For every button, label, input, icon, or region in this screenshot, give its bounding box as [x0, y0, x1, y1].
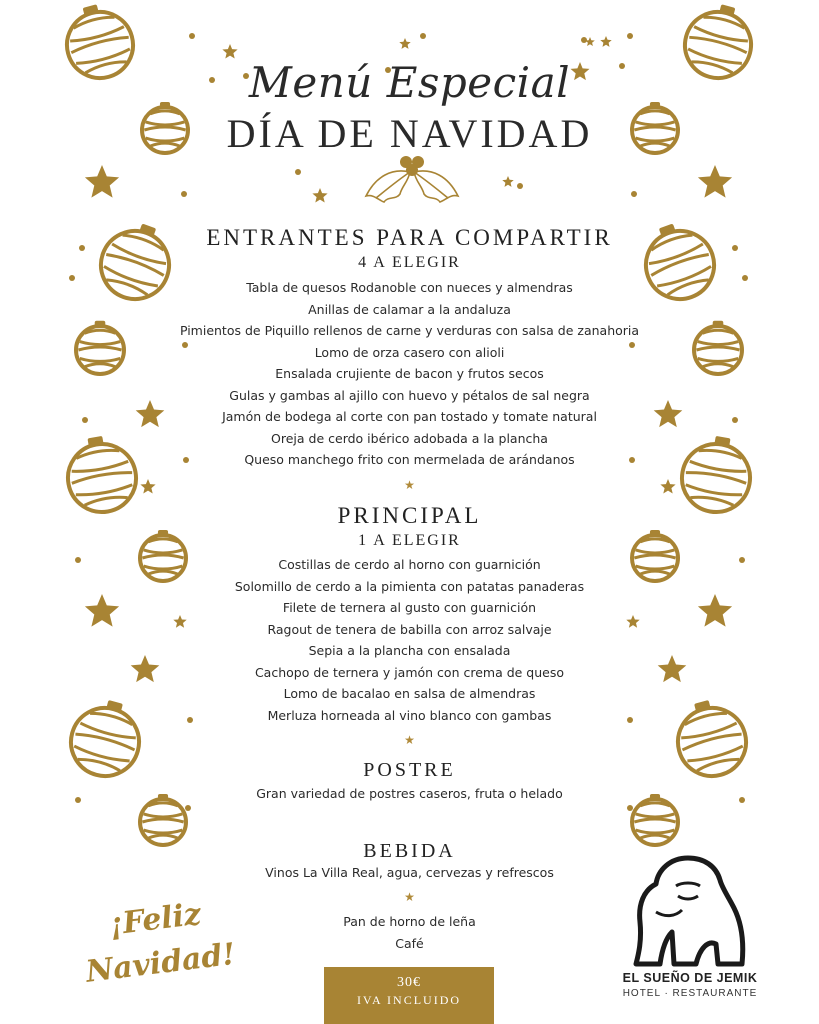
dot-decoration [420, 33, 426, 39]
postre-title: POSTRE [363, 759, 456, 781]
menu-item: Pimientos de Piquillo rellenos de carne y verduras con salsa de zanahoria [179, 323, 640, 338]
menu-item: Gulas y gambas al ajillo con huevo y pétalos de sal negra [229, 387, 590, 403]
star-icon [585, 37, 595, 46]
dot-decoration [189, 33, 195, 39]
menu-item: Filete de ternera al gusto con guarnición [282, 600, 537, 615]
brand-name: EL SUEÑO DE JEMIK [622, 971, 758, 985]
extra-item: Café [395, 935, 424, 951]
entrantes-list [0, 277, 819, 471]
brand-subtitle: HOTEL · RESTAURANTE [622, 988, 758, 999]
entrantes-subtitle: 4 A ELEGIR [358, 254, 461, 271]
menu-item: Lomo de bacalao en salsa de almendras [283, 686, 536, 701]
price-box [324, 967, 494, 1024]
star-icon [502, 176, 513, 187]
principal-list [0, 554, 819, 726]
dot-decoration [295, 169, 301, 175]
gorilla-logo-icon [630, 852, 750, 970]
dot-decoration [517, 183, 523, 189]
menu-item: Lomo de orza casero con alioli [314, 344, 505, 360]
menu-item: Queso manchego frito con mermelada de arándanos [244, 452, 575, 467]
star-icon [312, 188, 327, 203]
menu-item: Oreja de cerdo ibérico adobada a la plancha [271, 430, 548, 446]
entrantes-title: ENTRANTES PARA COMPARTIR [206, 225, 613, 250]
star-icon [698, 165, 732, 198]
star-icon [222, 44, 237, 59]
dot-decoration [627, 33, 633, 39]
menu-item: Tabla de quesos Rodanoble con nueces y almendras [246, 280, 573, 295]
menu-item: Ensalada crujiente de bacon y frutos secos [275, 366, 544, 381]
title-script: Menú Especial [248, 58, 571, 107]
dot-decoration [185, 805, 191, 811]
price-note: IVA INCLUIDO [356, 993, 462, 1007]
dot-decoration [627, 805, 633, 811]
holly-icon [362, 150, 462, 212]
dot-decoration [581, 37, 587, 43]
dot-decoration [631, 191, 637, 197]
star-separator-icon: ★ [404, 890, 415, 904]
menu-item: Merluza horneada al vino blanco con gambas [267, 707, 552, 723]
greeting-line-2: Navidad! [83, 936, 238, 990]
star-icon [85, 165, 119, 198]
star-separator-icon: ★ [404, 733, 415, 747]
menu-item: Costillas de cerdo al horno con guarnición [278, 557, 541, 572]
menu-item: Anillas de calamar a la andaluza [308, 301, 511, 317]
price-amount: 30€ [397, 975, 421, 990]
extra-item: Pan de horno de leña [343, 914, 476, 929]
postre-text: Gran variedad de postres caseros, fruta o helado [256, 786, 563, 801]
star-icon [600, 36, 611, 47]
menu-item: Solomillo de cerdo a la pimienta con patatas panaderas [234, 578, 585, 594]
page-title: DÍA DE NAVIDAD [226, 111, 593, 156]
dot-decoration [181, 191, 187, 197]
menu-item: Ragout de tenera de babilla con arroz salvaje [267, 621, 552, 637]
menu-item: Jamón de bodega al corte con pan tostado y tomate natural [222, 409, 597, 424]
greeting-line-1: ¡Feliz [107, 896, 203, 943]
bebida-text: Vinos La Villa Real, agua, cervezas y refrescos [265, 865, 554, 880]
star-icon [399, 38, 410, 49]
principal-title: PRINCIPAL [337, 503, 482, 528]
star-separator-icon: ★ [404, 478, 415, 492]
menu-item: Sepia a la plancha con ensalada [308, 643, 511, 658]
bebida-title: BEBIDA [363, 840, 456, 862]
menu-item: Cachopo de ternera y jamón con crema de queso [254, 664, 565, 680]
principal-subtitle: 1 A ELEGIR [358, 532, 461, 549]
